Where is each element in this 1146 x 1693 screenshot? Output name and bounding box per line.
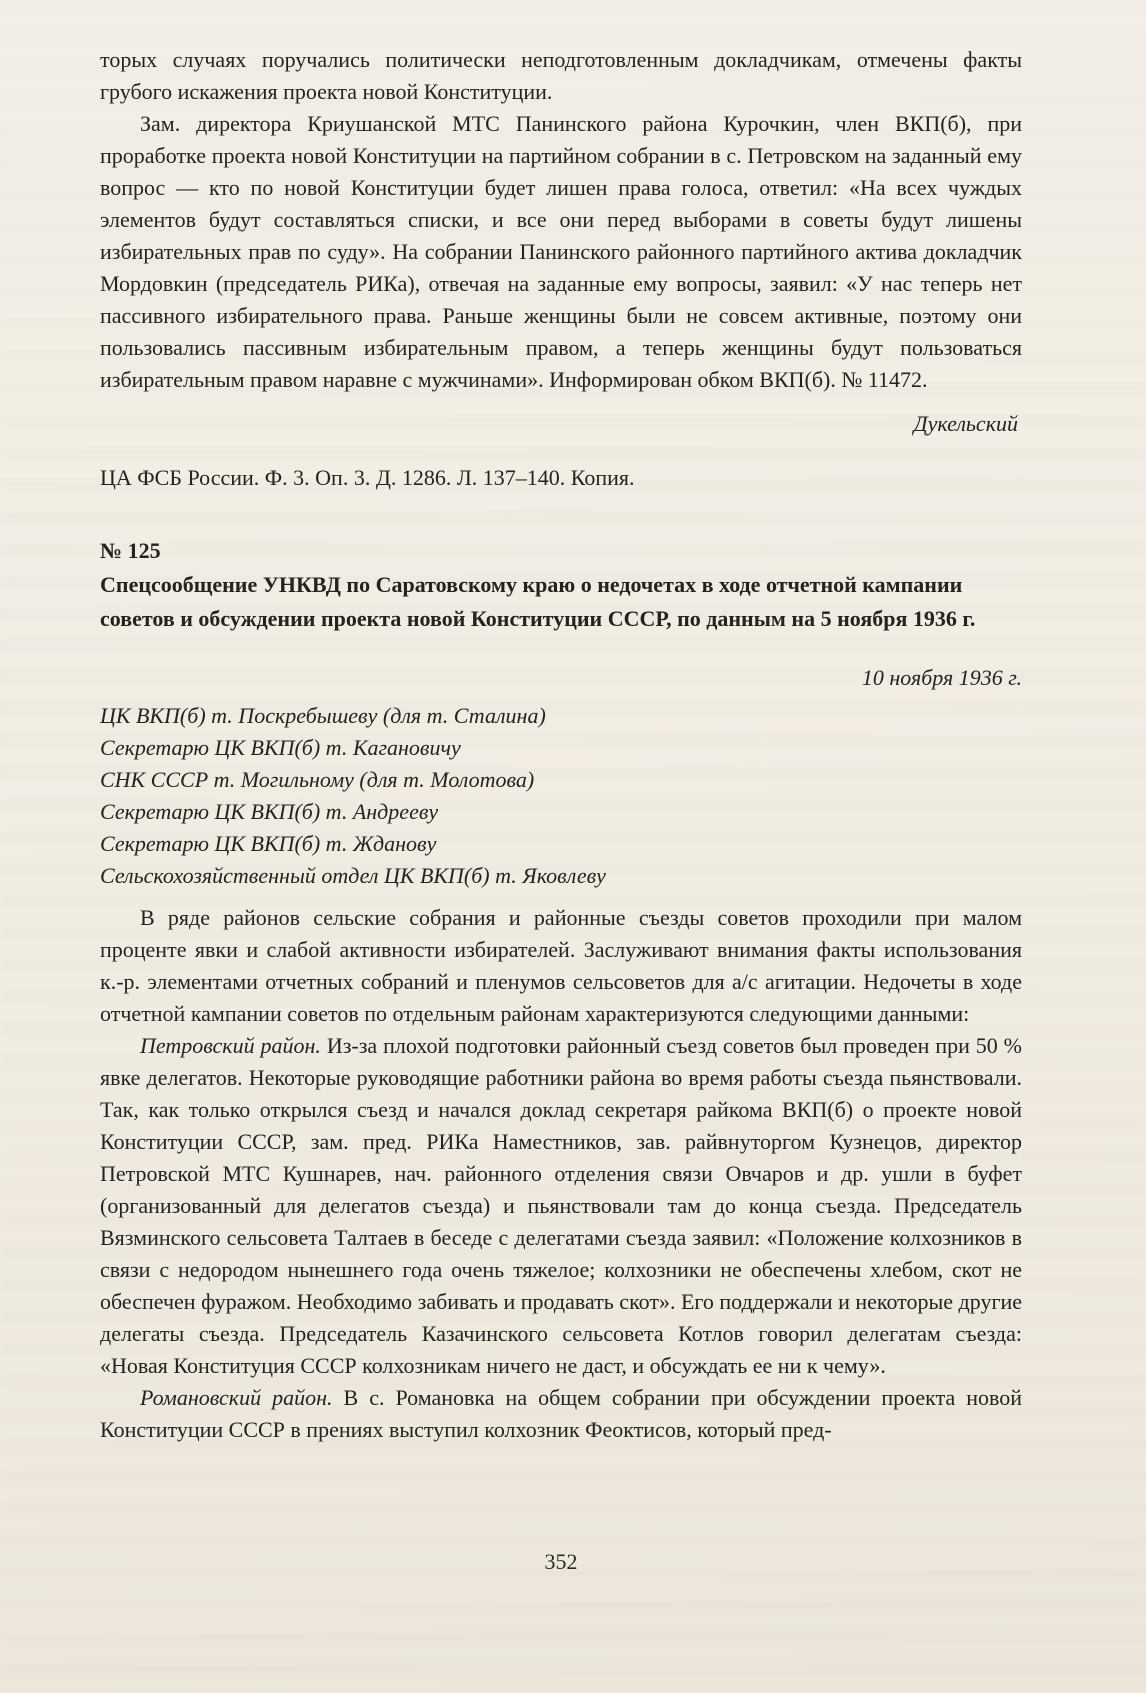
addressee-line: СНК СССР т. Могильному (для т. Молотова) <box>100 767 535 792</box>
romanovsky-district-lead: Романовский район. <box>140 1385 333 1410</box>
romanovsky-paragraph <box>100 1382 1022 1446</box>
addressee-line: Сельскохозяйственный отдел ЦК ВКП(б) т. Яковлеву <box>100 863 606 888</box>
document-heading <box>100 534 1022 636</box>
intro-paragraph: В ряде районов сельские собрания и районные съезды советов проходили при малом проценте явки и слабой активности избирателей. Заслуживают внимания факты использования к.-р. элементами отчетных собраний и пленумов сельсоветов для а/с агитации. Недочеты в ходе отчетной кампании советов по отдельным районам характеризуются следующими данными: <box>100 905 1022 1026</box>
petrovsky-paragraph <box>100 1030 1022 1382</box>
signature: Дукельский <box>913 411 1018 436</box>
page-number: 352 <box>544 1549 578 1574</box>
kurochkin-paragraph: Зам. директора Криушанской МТС Панинского района Курочкин, член ВКП(б), при проработке проекта новой Конституции на партийном собрании в с. Петровском на заданный ему вопрос — кто по новой Конституции будет лишен права голоса, ответил: «На всех чуждых элементов будут составляться списки, и все они перед выборами в советы будут лишены избирательных прав по суду». На собрании Панинского районного партийного актива докладчик Мордовкин (председатель РИКа), отвечая на заданные ему вопросы, заявил: «У нас теперь нет пассивного избирательного права. Раньше женщины были не совсем активные, поэтому они пользовались пассивным избирательным правом, а теперь женщины будут пользоваться избирательным правом наравне с мужчинами». Информирован обком ВКП(б). № 11472. <box>100 111 1022 392</box>
addressee-line: Секретарю ЦК ВКП(б) т. Жданову <box>100 831 437 856</box>
addressee-line: Секретарю ЦК ВКП(б) т. Кагановичу <box>100 735 461 760</box>
addressee-list <box>100 700 1022 892</box>
romanovsky-district-text: В с. Романовка на общем собрании при обсуждении проекта новой Конституции СССР в прениях выступил колхозник Феоктисов, который пред- <box>100 1385 1023 1442</box>
petrovsky-district-text: Из-за плохой подготовки районный съезд советов был проведен при 50 % явке делегатов. Некоторые руководящие работники района во время работы съезда пьянствовали. Так, как только открылся съезд и начался доклад секретаря райкома ВКП(б) о проекте новой Конституции СССР, зам. пред. РИКа Наместников, зав. райвнуторгом Кузнецов, директор Петровской МТС Кушнарев, нач. районного отделения связи Овчаров и др. ушли в буфет (организованный для делегатов съезда) и пьянствовали там до конца съезда. Председатель Вязминского сельсовета Талтаев в беседе с делегатами съезда заявил: «Положение колхозников в связи с недородом нынешнего года очень тяжелое; колхозники не обеспечены хлебом, скот не обеспечен фуражом. Необходимо забивать и продавать скот». Его поддержали и некоторые другие делегаты съезда. Председатель Казачинского сельсовета Котлов говорил делегатам съезда: «Новая Конституция СССР колхозникам ничего не даст, и обсуждать ее ни к чему». <box>100 1033 1023 1378</box>
document-date: 10 ноября 1936 г. <box>861 665 1022 690</box>
document-number: № 125 <box>100 538 161 563</box>
petrovsky-district-lead: Петровский район. <box>140 1033 321 1058</box>
addressee-line: Секретарю ЦК ВКП(б) т. Андрееву <box>100 799 439 824</box>
addressee-line: ЦК ВКП(б) т. Поскребышеву (для т. Сталина) <box>100 703 546 728</box>
archive-reference: ЦА ФСБ России. Ф. 3. Оп. 3. Д. 1286. Л. 137–140. Копия. <box>100 465 635 490</box>
document-title: Спецсообщение УНКВД по Саратовскому краю о недочетах в ходе отчетной кампании советов и обсуждении проекта новой Конституции СССР, по данным на 5 ноября 1936 г. <box>100 572 976 631</box>
continuation-paragraph: торых случаях поручались политически неподготовленным докладчикам, отмечены факты грубого искажения проекта новой Конституции. <box>100 47 1022 104</box>
page-text-block <box>100 44 1022 1446</box>
